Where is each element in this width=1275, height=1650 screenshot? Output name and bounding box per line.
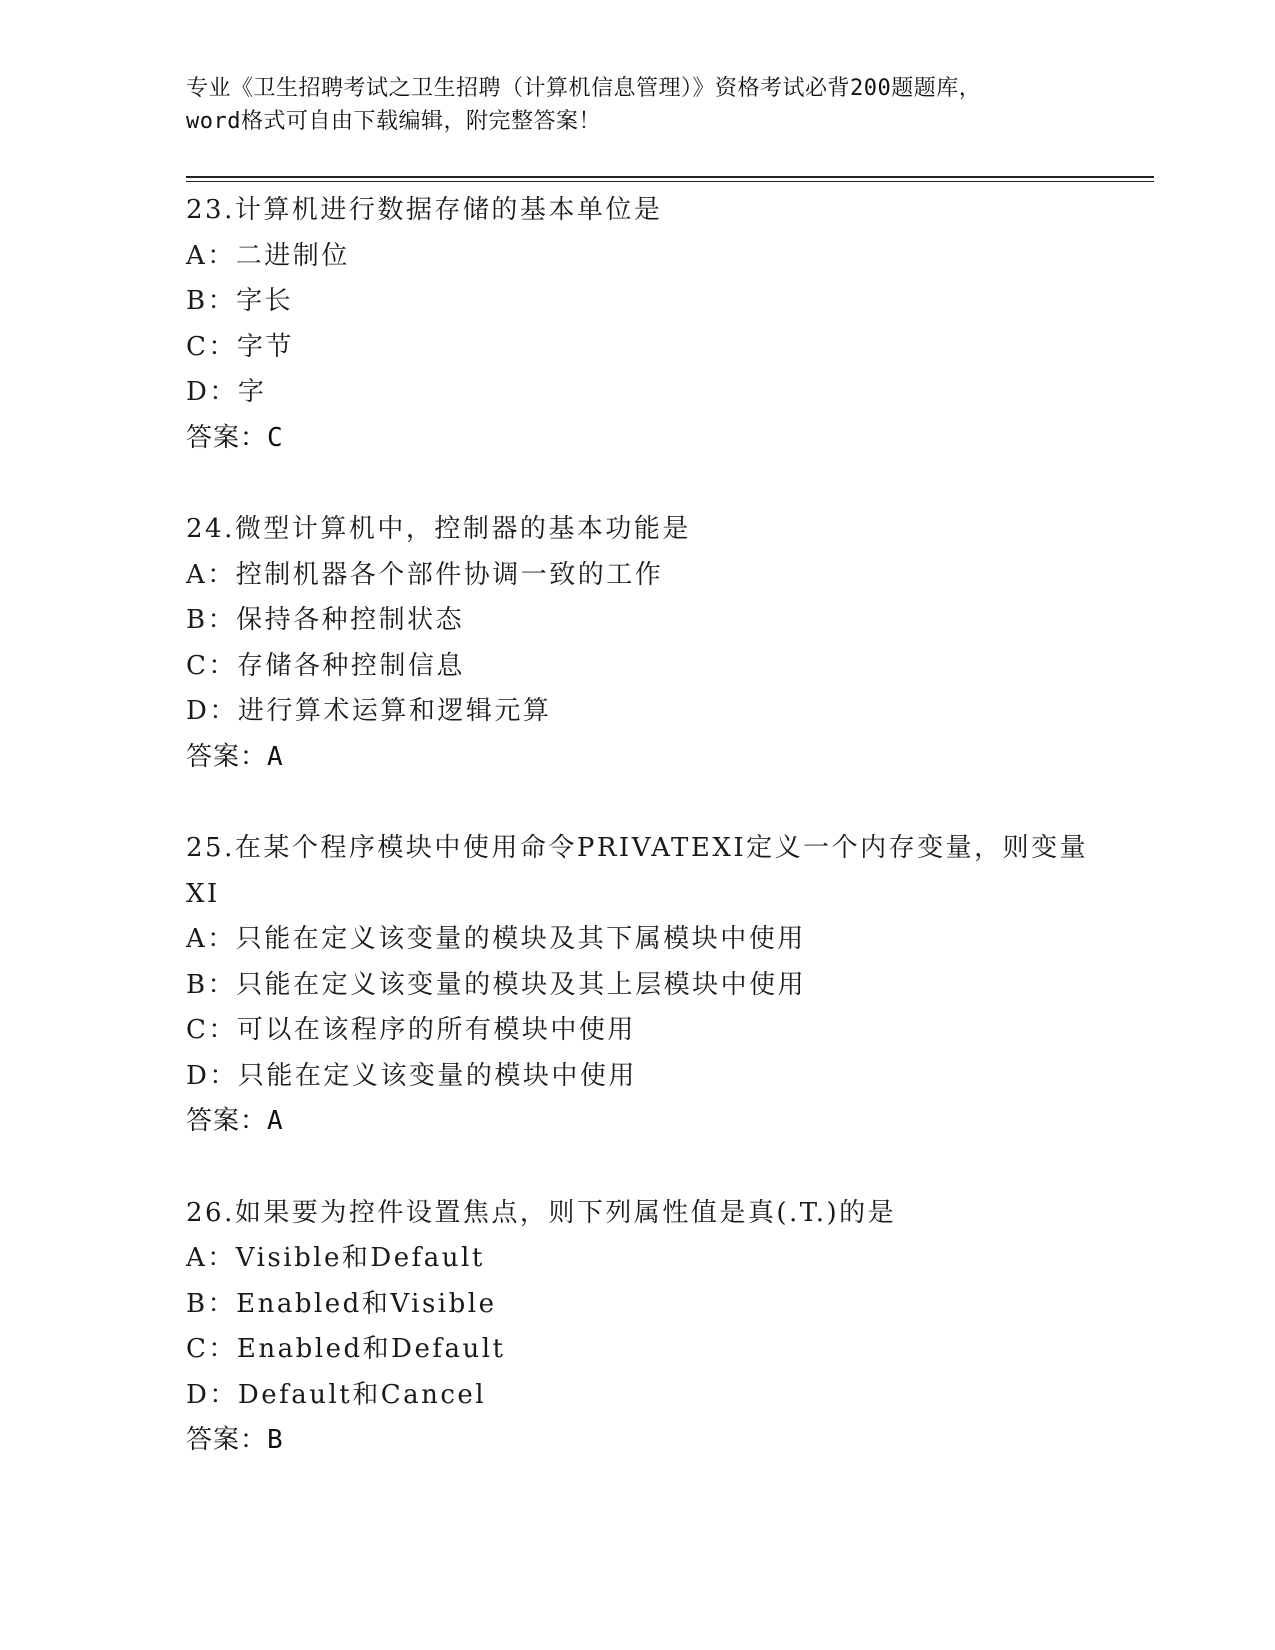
question-list <box>186 188 1146 1510</box>
option-a: A：只能在定义该变量的模块及其下属模块中使用 <box>186 924 806 954</box>
option-d: D：Default和Cancel <box>186 1379 487 1410</box>
option-b: B：保持各种控制状态 <box>186 605 465 635</box>
option-b: B：字长 <box>186 286 294 316</box>
option-d: D：字 <box>186 377 267 407</box>
option-c: C：存储各种控制信息 <box>186 650 465 681</box>
option-b: B：只能在定义该变量的模块及其上层模块中使用 <box>186 969 807 1000</box>
question-24 <box>186 507 1146 780</box>
question-stem: 23.计算机进行数据存储的基本单位是 <box>186 195 663 225</box>
question-25 <box>186 826 1146 1145</box>
option-b: B：Enabled和Visible <box>186 1288 497 1319</box>
option-c: C：Enabled和Default <box>186 1334 506 1364</box>
question-stem: 24.微型计算机中，控制器的基本功能是 <box>186 514 691 544</box>
option-c: C：可以在该程序的所有模块中使用 <box>186 1015 636 1045</box>
question-23 <box>186 188 1146 461</box>
option-a: A：二进制位 <box>186 240 350 271</box>
question-stem-continued: XI <box>186 878 220 909</box>
answer-line: 答案：A <box>186 741 284 772</box>
answer-line: 答案：C <box>186 422 284 453</box>
header-line-1: 专业《卫生招聘考试之卫生招聘（计算机信息管理）》资格考试必背200题题库， <box>186 76 982 101</box>
answer-line: 答案：B <box>186 1425 284 1455</box>
header-divider <box>186 176 1154 182</box>
question-26 <box>186 1191 1146 1464</box>
option-a: A：控制机器各个部件协调一致的工作 <box>186 559 664 590</box>
option-d: D：进行算术运算和逻辑元算 <box>186 696 552 726</box>
question-stem: 26.如果要为控件设置焦点，则下列属性值是真(.T.)的是 <box>186 1197 897 1228</box>
option-d: D：只能在定义该变量的模块中使用 <box>186 1060 637 1091</box>
answer-line: 答案：A <box>186 1106 284 1136</box>
header-line-2: word格式可自由下载编辑，附完整答案！ <box>186 109 601 134</box>
question-stem: 25.在某个程序模块中使用命令PRIVATEXI定义一个内存变量，则变量 <box>186 833 1089 863</box>
option-a: A：Visible和Default <box>186 1243 485 1273</box>
option-c: C：字节 <box>186 331 294 362</box>
document-header <box>186 72 1086 138</box>
